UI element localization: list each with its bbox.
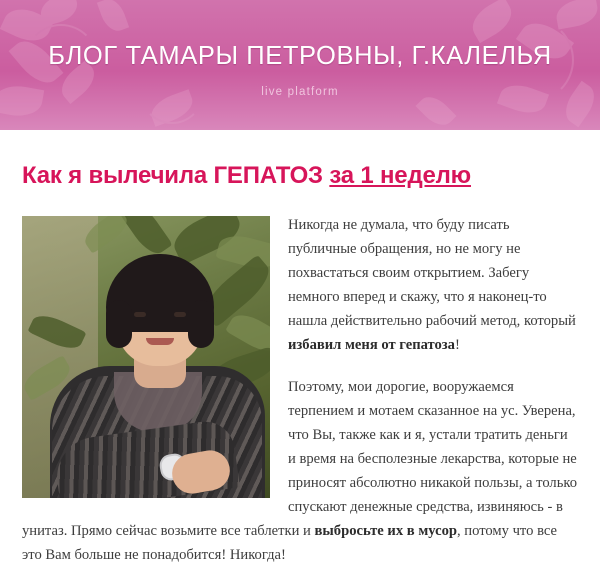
body-text: , потому что все это Вам больше не понадобится! Никогда! <box>22 522 558 563</box>
body-text: ! <box>454 336 460 353</box>
article-title-main: Как я вылечила ГЕПАТОЗ <box>22 162 330 189</box>
article <box>0 130 600 567</box>
author-photo <box>22 216 270 498</box>
body-text: Поэтому, мои дорогие, вооружаемся терпением и мотаем сказанное на ус. Уверена, что Вы, также как и я, устали тратить деньги и время на бесполезные лекарства, которые не приносят абсолютно никакой пользы, а только спускают денежные средства, извиняюсь - в унитаз. Прямо сейчас возьмите все таблетки и <box>22 378 578 539</box>
article-title-underlined: за 1 неделю <box>329 162 471 189</box>
emphasis-text: избавил меня от гепатоза <box>288 336 455 353</box>
article-body <box>22 213 578 567</box>
emphasis-text: выбросьте их в мусор <box>314 522 457 539</box>
site-title: БЛОГ ТАМАРЫ ПЕТРОВНЫ, Г.КАЛЕЛЬЯ <box>48 42 552 70</box>
site-header <box>0 0 600 130</box>
site-subtitle: live platform <box>261 86 339 98</box>
body-text: Никогда не думала, что буду писать публичные обращения, но не могу не похвастаться своим открытием. Забегу немного вперед и скажу, что я наконец-то нашла действительно рабочий метод, который <box>288 216 576 329</box>
article-title <box>22 130 578 191</box>
